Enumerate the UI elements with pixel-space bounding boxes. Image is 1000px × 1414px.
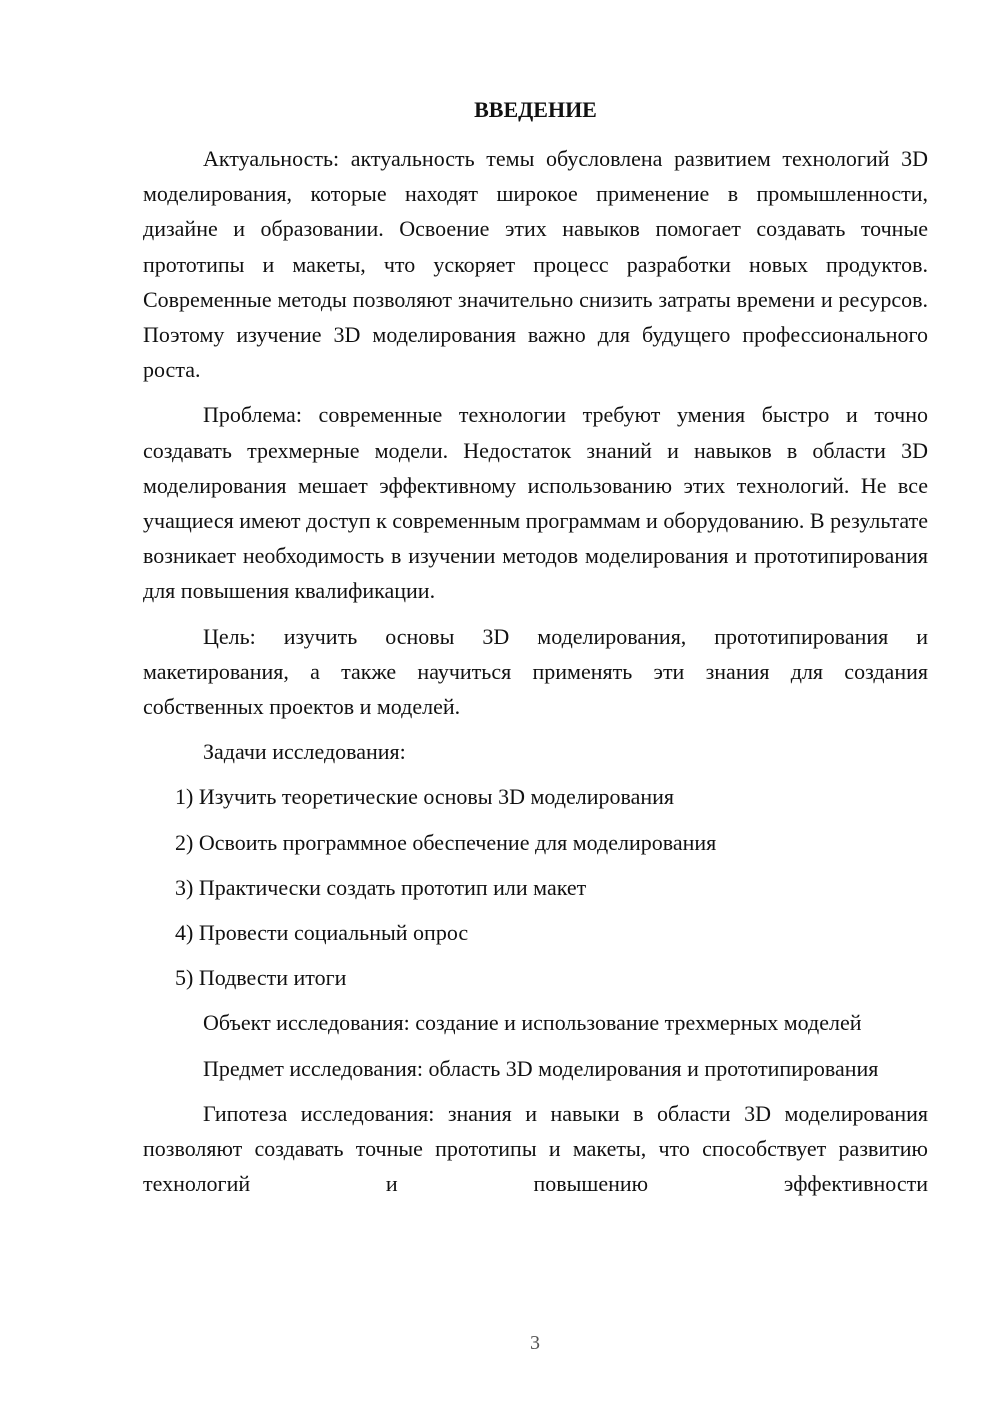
- list-item-task-3: 3) Практически создать прототип или макет: [175, 874, 587, 900]
- tasks-list: [143, 779, 928, 995]
- paragraph-goal: Цель: изучить основы 3D моделирования, прототипирования и макетирования, а также научиться применять эти знания для создания собственных проектов и моделей.: [143, 623, 928, 720]
- paragraph-hypothesis: Гипотеза исследования: знания и навыки в области 3D моделирования позволяют создавать точные прототипы и макеты, что способствует развитию технологий и повышению эффективности: [143, 1100, 928, 1197]
- paragraph-problem: Проблема: современные технологии требуют умения быстро и точно создавать трехмерные модели. Недостаток знаний и навыков в области 3D моделирования мешает эффективному использованию этих технологий. Не все учащиеся имеют доступ к современным программам и оборудованию. В результате возникает необходимость в изучении методов моделирования и прототипирования для повышения квалификации.: [143, 402, 928, 604]
- document-page: [143, 92, 928, 1211]
- list-item-task-5: 5) Подвести итоги: [175, 965, 347, 991]
- list-item-task-4: 4) Провести социальный опрос: [175, 920, 469, 946]
- paragraph-object: Объект исследования: создание и использование трехмерных моделей: [203, 1010, 862, 1036]
- section-title: ВВЕДЕНИЕ: [474, 97, 597, 122]
- page-number: 3: [530, 1332, 540, 1354]
- list-item-task-2: 2) Освоить программное обеспечение для моделирования: [175, 829, 717, 855]
- list-item-task-1: 1) Изучить теоретические основы 3D моделирования: [175, 784, 674, 810]
- paragraph-tasks-heading: Задачи исследования:: [203, 739, 406, 765]
- paragraph-relevance: Актуальность: актуальность темы обусловлена развитием технологий 3D моделирования, которые находят широкое применение в промышленности, дизайне и образовании. Освоение этих навыков помогает создавать точные прототипы и макеты, что ускоряет процесс разработки новых продуктов. Современные методы позволяют значительно снизить затраты времени и ресурсов. Поэтому изучение 3D моделирования важно для будущего профессионального роста.: [143, 146, 928, 383]
- paragraph-subject: Предмет исследования: область 3D моделирования и прототипирования: [203, 1055, 879, 1081]
